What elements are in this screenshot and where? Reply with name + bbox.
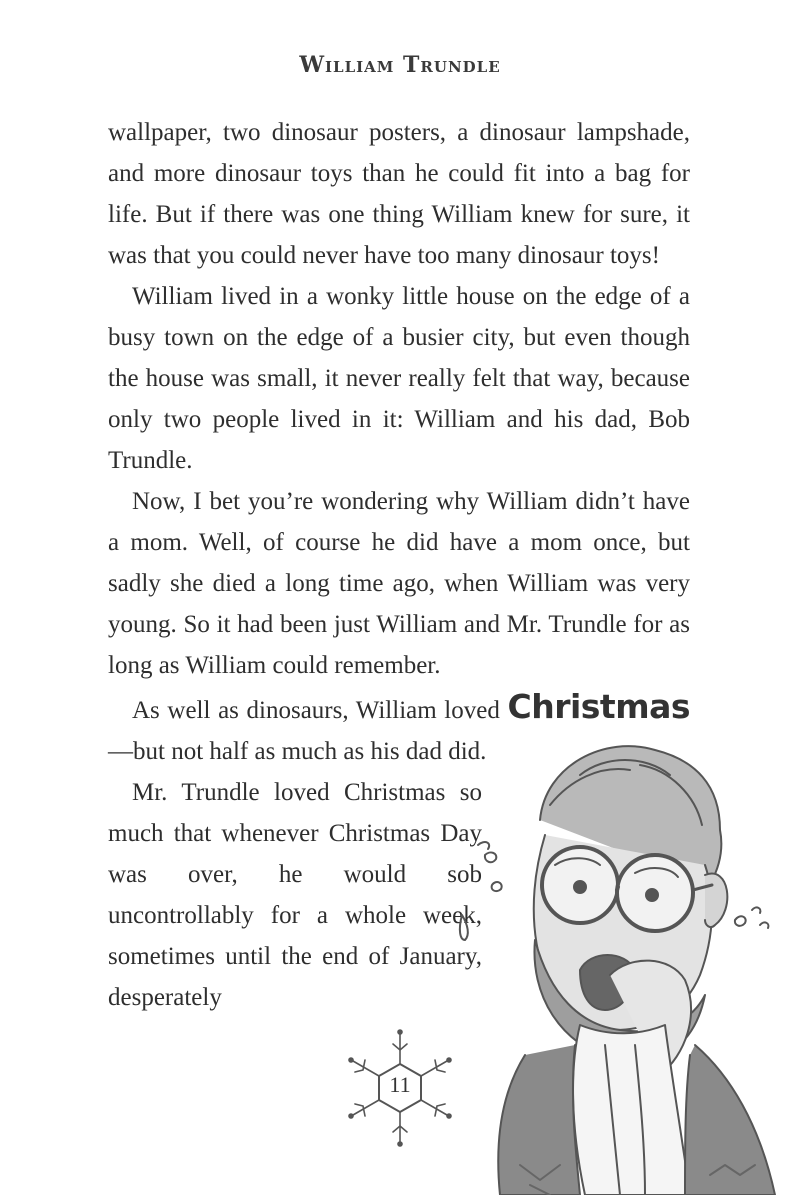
christmas-word: Christmas bbox=[507, 687, 690, 726]
paragraph-4-end: —but not half as much as his dad did. bbox=[108, 738, 487, 765]
paragraph-5: Mr. Trundle loved Christmas so much that whenever Christmas Day was over, he would sob uncontrollably for a whole week, sometimes until the end of January, desperately bbox=[108, 779, 482, 1011]
paragraph-1: wallpaper, two dinosaur posters, a dinosaur lampshade, and more dinosaur toys than he could fit into a bag for life. But if there was one thing William knew for sure, it was that you could never have too many dinosaur toys! bbox=[108, 119, 690, 269]
page-number: 11 bbox=[389, 1072, 411, 1097]
paragraph-4-start: As well as dinosaurs, William loved bbox=[132, 697, 508, 724]
mr-trundle-illustration bbox=[430, 725, 800, 1195]
page-number-ornament bbox=[345, 1028, 455, 1148]
running-header: William Trundle bbox=[299, 52, 501, 78]
paragraph-3: Now, I bet you’re wondering why William didn’t have a mom. Well, of course he did have a mom once, but sadly she died a long time ago, when William was very young. So it had been just William and Mr. Trundle for as long as William could remember. bbox=[108, 488, 690, 679]
paragraph-2: William lived in a wonky little house on the edge of a busy town on the edge of a busier city, but even though the house was small, it never really felt that way, because only two people lived in it: William and his dad, Bob Trundle. bbox=[108, 283, 690, 474]
